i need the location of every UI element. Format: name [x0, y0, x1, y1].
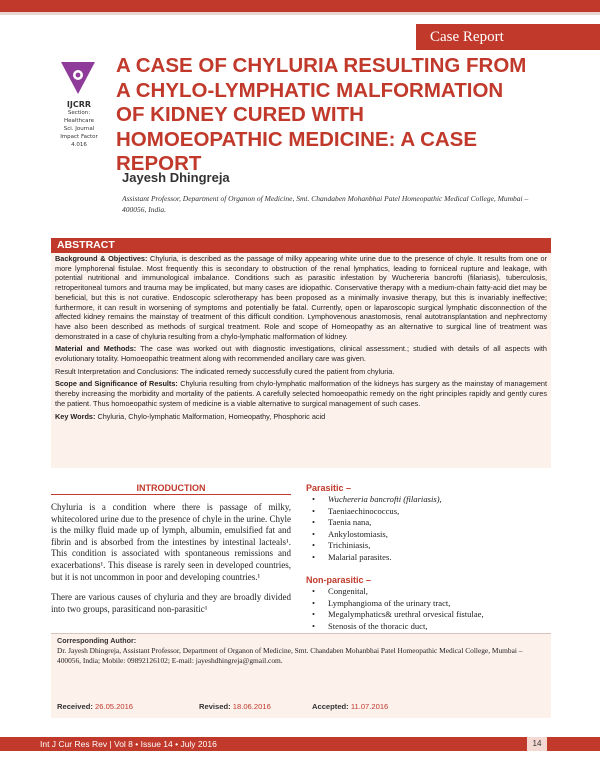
- introduction-rule: [51, 494, 291, 495]
- journal-logo-icon: [60, 58, 96, 98]
- article-title: A CASE OF CHYLURIA RESULTING FROM A CHYLO-LYMPHATIC MALFORMATION OF KIDNEY CURED WITH HOMOEOPATHIC MEDICINE: A CASE REPORT: [116, 54, 527, 175]
- parasitic-list: [306, 494, 546, 564]
- accepted-value: 11.07.2016: [350, 702, 389, 711]
- list-item-text: Wuchereria bancrofti (filariasis),: [328, 494, 442, 504]
- received-value: 26.05.2016: [95, 702, 134, 711]
- abstract-heading: ABSTRACT: [51, 238, 551, 253]
- correspondence-text: Dr. Jayesh Dhingreja, Assistant Professor, Department of Organon of Medicine, Smt. Chandaben Mohanbhai Patel Homeopathic Medical College, Mumbai – 400056, India; Mobile: 09892126102; E-mail: jayeshdhingreja@gmail.com.: [57, 646, 523, 665]
- impact-factor-value: 4.016: [71, 142, 87, 148]
- keywords-label: Key Words:: [55, 411, 96, 421]
- top-accent-strip: [0, 12, 600, 15]
- journal-info: [54, 101, 104, 149]
- accepted-date: [312, 702, 388, 711]
- abstract-body: [55, 254, 547, 424]
- top-accent-bar: [0, 0, 600, 12]
- section-tag: Case Report: [416, 24, 600, 50]
- revised-date: [199, 702, 271, 711]
- impact-factor-label: Impact Factor: [60, 134, 98, 140]
- list-item: • Lymphangioma of the urinary tract,: [306, 598, 546, 610]
- footer-citation: Int J Cur Res Rev | Vol 8 • Issue 14 • July 2016: [40, 739, 217, 749]
- journal-type: Sci. Journal: [63, 126, 95, 132]
- list-item: • Trichiniasis,: [306, 540, 546, 552]
- parasitic-heading: Parasitic –: [306, 483, 352, 493]
- nonparasitic-heading: Non-parasitic –: [306, 575, 372, 585]
- abstract-background: [55, 254, 547, 341]
- list-item: • Congenital,: [306, 586, 546, 598]
- author-name: Jayesh Dhingreja: [122, 170, 230, 185]
- page-number: 14: [527, 737, 547, 751]
- methods-text: The case was worked out with diagnostic investigations, clinical assessment.; studied with details of all aspects with evolutionary totality. Homoeopathic treatment along with recommended ancillary care was given.: [55, 344, 547, 364]
- received-date: [57, 702, 133, 711]
- intro-paragraph-1: Chyluria is a condition where there is passage of milky, whitecolored urine due to the presence of chyle in the urine. Chyle is the milky fluid made up of lymph, albumin, emulsified fat and fibrin and is absorbed from the intestines by intestinal lacteals¹. This condition is associated with spontaneous remissions and exacerbations¹. This disease is rarely seen in developed countries, but it is not uncommon in poor and developing countries.¹: [51, 502, 291, 582]
- received-label: Received:: [57, 702, 93, 711]
- methods-label: Material and Methods:: [55, 344, 137, 354]
- accepted-label: Accepted:: [312, 702, 349, 711]
- journal-section: Section: Healthcare: [64, 110, 94, 124]
- list-item: • Stenosis of the thoracic duct,: [306, 621, 546, 633]
- list-item: • Malarial parasites.: [306, 552, 546, 564]
- scope-label: Scope and Significance of Results:: [55, 379, 178, 389]
- intro-paragraph-2: There are various causes of chyluria and they are broadly divided into two groups, parasiticand non-parasitic¹: [51, 592, 291, 614]
- background-label: Background & Objectives:: [55, 254, 148, 263]
- abstract-results: Result Interpretation and Conclusions: The indicated remedy successfully cured the patient from chyluria.: [55, 366, 395, 376]
- correspondence-heading: Corresponding Author:: [57, 636, 137, 645]
- abstract-methods: [55, 344, 547, 363]
- list-item: [306, 494, 546, 506]
- introduction-body: [51, 502, 291, 624]
- list-item: • Taeniaechinococcus,: [306, 506, 546, 518]
- abstract-keywords: [55, 412, 547, 422]
- list-item: • Taenia nana,: [306, 517, 546, 529]
- introduction-heading: INTRODUCTION: [136, 483, 206, 493]
- abstract-scope: [55, 379, 547, 408]
- list-item: • Ankylostomiasis,: [306, 529, 546, 541]
- scope-text: Chyluria resulting from chylo-lymphatic malformation of the kidneys has surgery as the mainstay of management thereby increasing the morbidity and mortality of the patients. A carefully selected homoeopathic remedy on the right principles rapidly and gently cures the patient. Thus homoeopathic system of medicine is a viable alternative to surgical management of such cases.: [55, 379, 548, 408]
- revised-label: Revised:: [199, 702, 231, 711]
- keywords-text: Chyluria, Chylo-lymphatic Malformation, Homeopathy, Phosphoric acid: [97, 411, 326, 421]
- list-item: • Megalymphatics& urethral orvesical fistulae,: [306, 609, 546, 621]
- revised-value: 18.06.2016: [232, 702, 271, 711]
- journal-acronym: IJCRR: [66, 100, 92, 109]
- background-text: Chyluria, is described as the passage of milky appearing white urine due to the presence of chyle. It results from one or more lymphorenal fistulae. Most frequently this is secondary to obstruction of the renal lymphatics, leading to forniceal rupture and leakage, with potential nutritional and immunological imbalance. Conditions such as parasitic infestation by Wuchereria bancrofti (filariasis), tuberculosis, retroperitoneal tumors and trauma may be implicated, but many cases are idiopathic. Conservative therapy with a medium-chain fatty-acid diet may be beneficial, but this is not curative. Endoscopic sclerotherapy has been proposed as a minimally invasive therapy, but this is invariably ineffective; furthermore, it can result in worsening of symptoms and potentially be fatal. Currently, open or laparoscopic surgical lymphatic disconnection of the affected kidney remains the mainstay of treatment of this difficult condition. Lymphovenous anastomosis, renal autotransplantation and nephrectomy have also been described as methods of surgical treatment. Role and scope of Homeopathy as an alternative to surgical line of treatment was demonstrated in a case of chyluria resulting from a chylo-lymphatic malformation of kidney.: [55, 254, 547, 341]
- author-affiliation: Assistant Professor, Department of Organon of Medicine, Smt. Chandaben Mohanbhai Patel Homeopathic Medical College, Mumbai – 400056, India.: [122, 194, 529, 214]
